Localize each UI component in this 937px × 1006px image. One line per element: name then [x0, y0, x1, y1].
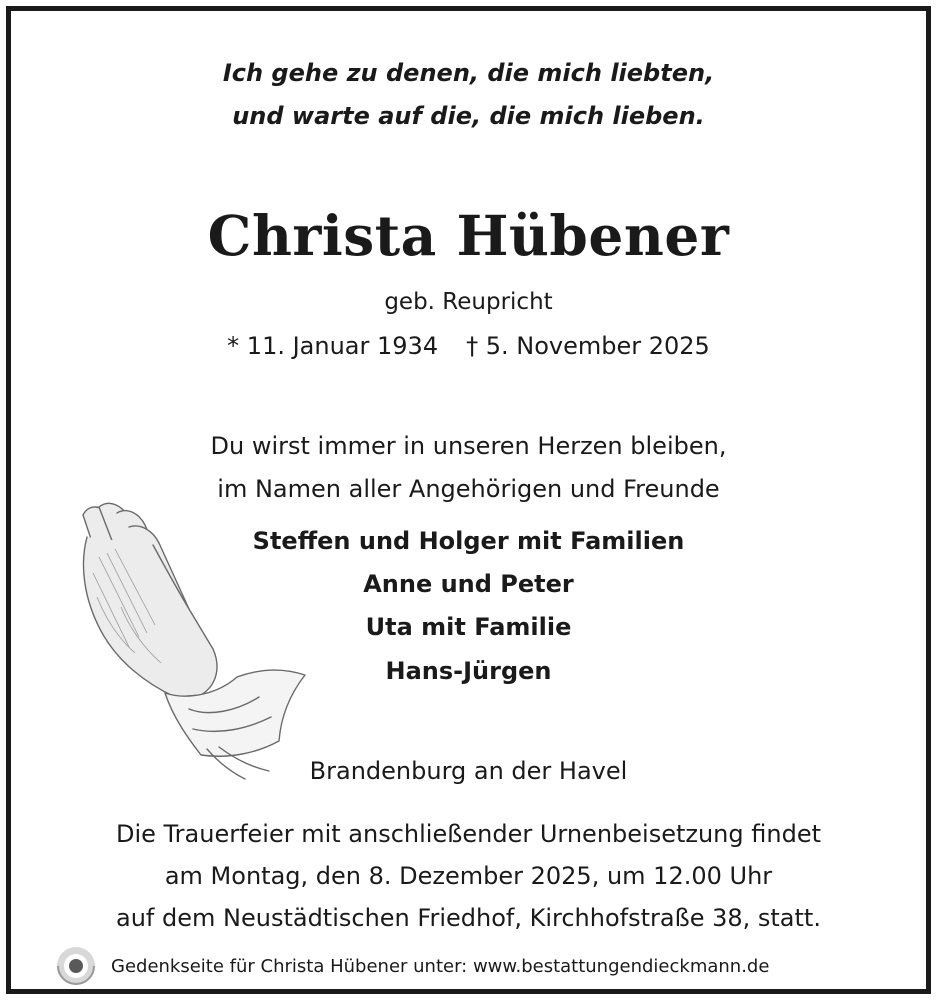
praying-hands-icon	[69, 497, 309, 782]
service-line-2: am Montag, den 8. Dezember 2025, um 12.00 Uhr	[164, 862, 773, 890]
birth-date: * 11. Januar 1934	[227, 332, 439, 360]
quote-line-1: Ich gehe zu denen, die mich liebten,	[222, 59, 715, 87]
mourner-2: Anne und Peter	[363, 570, 574, 598]
mourner-4: Hans-Jürgen	[385, 657, 552, 685]
death-date: † 5. November 2025	[466, 332, 710, 360]
message-line-2: im Namen aller Angehörigen und Freunde	[217, 475, 720, 503]
message-line-1: Du wirst immer in unseren Herzen bleiben,	[210, 432, 727, 460]
service-line-1: Die Trauerfeier mit anschließender Urnenbeisetzung findet	[115, 820, 821, 848]
quote-line-2: und warte auf die, die mich lieben.	[232, 102, 705, 130]
birth-name: geb. Reupricht	[384, 289, 553, 315]
obituary-notice	[6, 6, 931, 994]
deceased-name: Christa Hübener	[207, 203, 730, 268]
memorial-logo-icon	[55, 945, 97, 987]
memorial-page-link[interactable]: Gedenkseite für Christa Hübener unter: www.bestattungendieckmann.de	[111, 955, 770, 977]
service-line-3: auf dem Neustädtischen Friedhof, Kirchhofstraße 38, statt.	[116, 904, 821, 932]
mourner-1: Steffen und Holger mit Familien	[252, 527, 685, 555]
mourner-3: Uta mit Familie	[365, 613, 572, 641]
life-dates	[11, 332, 926, 360]
place: Brandenburg an der Havel	[309, 757, 628, 785]
footer	[55, 946, 769, 986]
